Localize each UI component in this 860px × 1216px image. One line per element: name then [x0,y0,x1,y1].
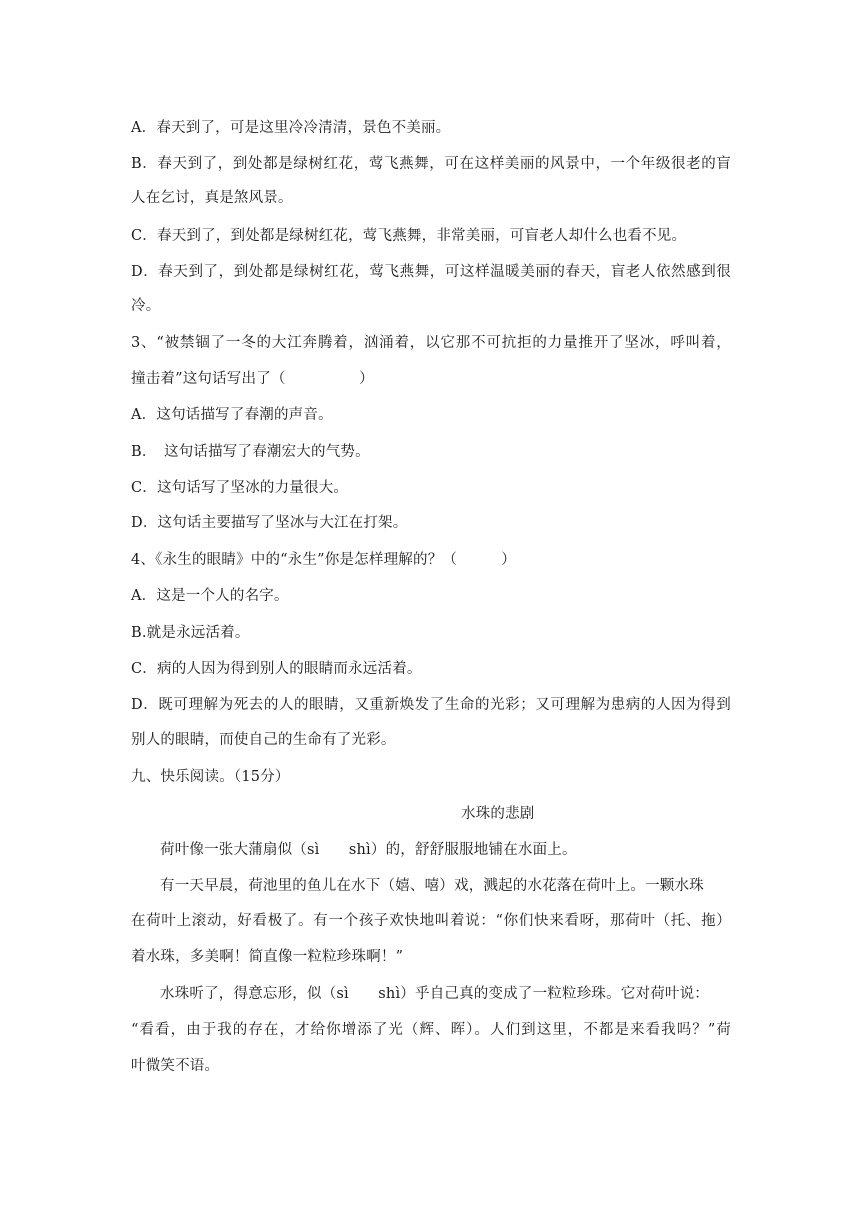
option-d-q4-line2: 别人的眼睛，而使自己的生命有了光彩。 [131,732,396,748]
option-b-q2-line2: 人在乞讨，真是煞风景。 [131,190,293,206]
passage-paragraph-2-line1: 有一天早晨，荷池里的鱼儿在水下（嬉、嘻）戏，溅起的水花落在荷叶上。一颗水珠 [160,878,704,894]
option-b-q3: B． 这句话描写了春潮宏大的气势。 [131,444,370,460]
option-b-q4: B.就是永远活着。 [131,625,250,641]
option-c-q3: C．这句话写了坚冰的力量很大。 [131,480,349,496]
passage-paragraph-2-line2: 在荷叶上滚动，好看极了。有一个孩子欢快地叫着说：“你们快来看呀，那荷叶（托、拖） [131,913,731,929]
passage-paragraph-2-line3: 着水珠，多美啊！简直像一粒粒珍珠啊！” [131,949,404,965]
option-d-q4-line1: D．既可理解为死去的人的眼睛，又重新焕发了生命的光彩；又可理解为患病的人因为得到 [131,697,731,713]
question-4: 4、《永生的眼睛》中的“永生”你是怎样理解的？（ ） [131,552,516,568]
option-d-q2-line2: 冷。 [131,298,161,314]
passage-title: 水珠的悲剧 [461,806,535,822]
option-a-q3: A．这句话描写了春潮的声音。 [131,407,333,423]
section-9-heading: 九、快乐阅读。（15分） [131,769,290,785]
option-d-q3: D．这句话主要描写了坚冰与大江在打架。 [131,515,408,531]
question-3-line2: 撞击着”这句话写出了（ ） [131,371,374,387]
option-c-q2: C．春天到了，到处都是绿树红花，莺飞燕舞，非常美丽，可盲老人却什么也看不见。 [131,228,687,244]
option-b-q2-line1: B．春天到了，到处都是绿树红花，莺飞燕舞，可在这样美丽的风景中，一个年级很老的盲 [131,156,731,172]
passage-paragraph-3-line3: 叶微笑不语。 [131,1058,220,1074]
option-a-q2: A．春天到了，可是这里冷冷清清，景色不美丽。 [131,120,451,136]
question-3-line1: 3、“被禁锢了一冬的大江奔腾着，汹涌着，以它那不可抗拒的力量推开了坚冰，呼叫着， [131,335,731,351]
passage-paragraph-3-line2: “看看，由于我的存在，才给你增添了光（辉、晖）。人们到这里，不都是来看我吗？”荷 [131,1022,731,1038]
passage-paragraph-1: 荷叶像一张大蒲扇似（sì shì）的，舒舒服服地铺在水面上。 [160,842,577,858]
option-c-q4: C．病的人因为得到别人的眼睛而永远活着。 [131,661,422,677]
option-a-q4: A．这是一个人的名字。 [131,588,289,604]
passage-paragraph-3-line1: 水珠听了，得意忘形，似（sì shì）乎自己真的变成了一粒粒珍珠。它对荷叶说： [160,986,709,1002]
option-d-q2-line1: D．春天到了，到处都是绿树红花，莺飞燕舞，可这样温暖美丽的春天，盲老人依然感到很 [131,264,731,280]
